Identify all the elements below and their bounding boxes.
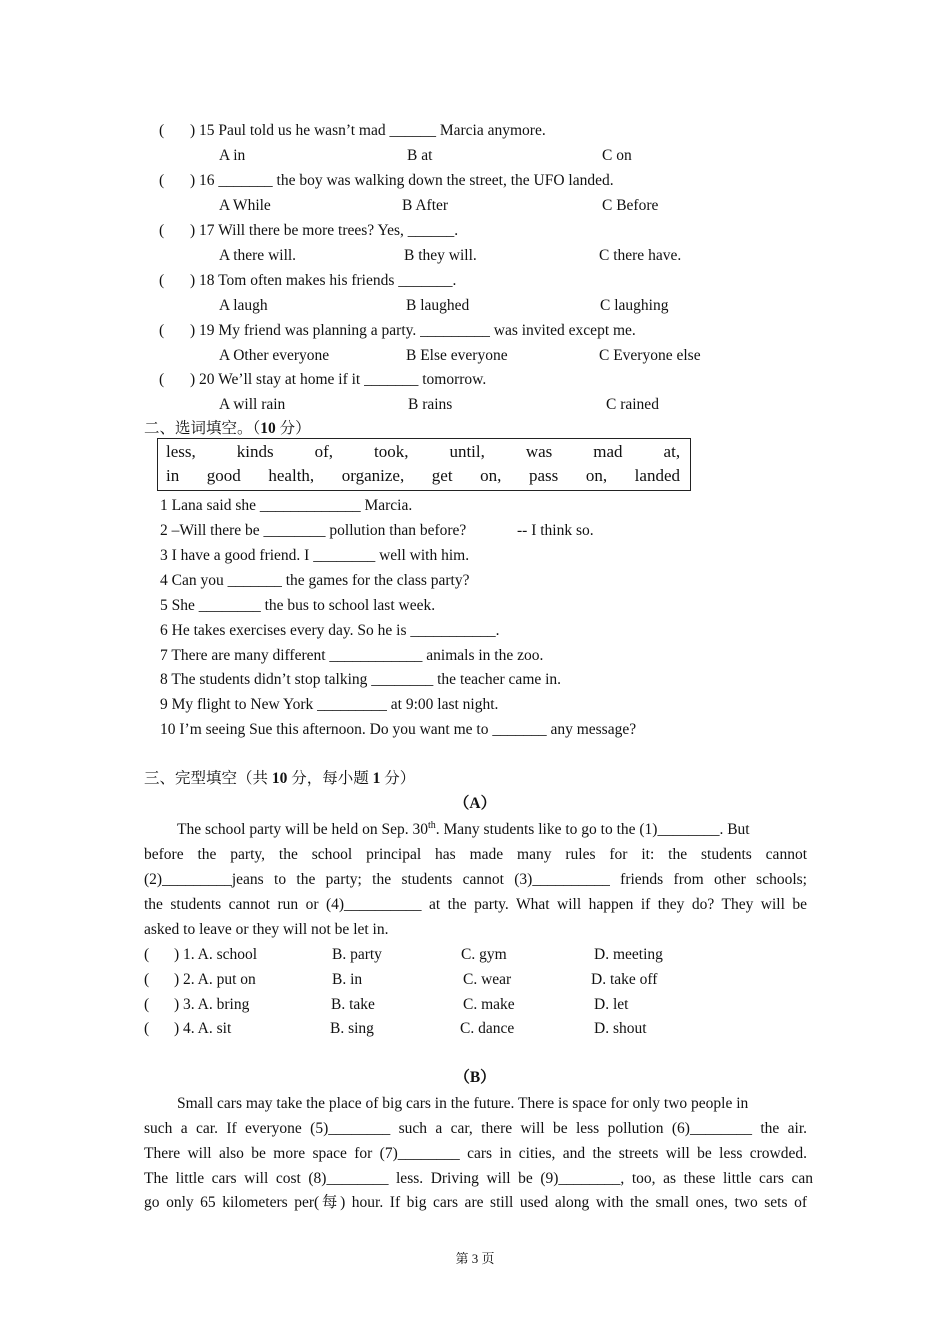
passage-b-line-5: go only 65 kilometers per(每) hour. If big cars are still used along with the small ones, two sets of — [144, 1194, 807, 1211]
word: mad — [593, 442, 623, 461]
q15-option-b: B at — [407, 147, 433, 164]
paren: ( — [159, 122, 165, 139]
word: pass on, — [528, 466, 608, 485]
word: get on, — [431, 466, 502, 485]
fill-item-1: 1 Lana said she _____________ Marcia. — [160, 497, 413, 514]
q17-option-a: A there will. — [219, 247, 297, 264]
q20-option-b: B rains — [408, 396, 453, 413]
question-16: ) 16 _______ the boy was walking down the street, the UFO landed. — [190, 172, 614, 189]
word-bank-box — [157, 438, 691, 491]
q16-option-b: B After — [402, 197, 449, 214]
question-18: ) 18 Tom often makes his friends _______. — [190, 272, 457, 289]
cloze-4-option-b: B. sing — [330, 1020, 374, 1037]
q15-option-a: A in — [219, 147, 246, 164]
q18-option-c: C laughing — [600, 297, 669, 314]
q18-option-b: B laughed — [406, 297, 470, 314]
section3-heading: 三、完型填空（共 10 分，每小题 1 分） — [144, 770, 416, 787]
fill-item-10: 10 I’m seeing Sue this afternoon. Do you want me to _______ any message? — [160, 721, 637, 738]
cloze-1-option-d: D. meeting — [594, 946, 663, 963]
fill-item-3: 3 I have a good friend. I ________ well with him. — [160, 547, 470, 564]
fill-item-8: 8 The students didn’t stop talking ________ the teacher came in. — [160, 671, 562, 688]
fill-item-7: 7 There are many different ____________ animals in the zoo. — [160, 647, 544, 664]
paren: ( — [159, 172, 165, 189]
question-19: ) 19 My friend was planning a party. _________ was invited except me. — [190, 322, 636, 339]
q19-option-b: B Else everyone — [406, 347, 508, 364]
word-bank-row-2 — [166, 465, 680, 487]
fill-item-4: 4 Can you _______ the games for the class party? — [160, 572, 470, 589]
fill-item-9: 9 My flight to New York _________ at 9:00 last night. — [160, 696, 499, 713]
passage-b-line-1: Small cars may take the place of big cars in the future. There is space for only two people in — [177, 1095, 749, 1112]
paren: ( — [144, 996, 150, 1013]
q17-option-c: C there have. — [599, 247, 682, 264]
question-20: ) 20 We’ll stay at home if it _______ tomorrow. — [190, 371, 487, 388]
cloze-3-option-a: ) 3. A. bring — [174, 996, 250, 1013]
question-17: ) 17 Will there be more trees? Yes, ______. — [190, 222, 459, 239]
fill-item-2-reply: -- I think so. — [517, 522, 594, 539]
question-15: ) 15 Paul told us he wasn’t mad ______ Marcia anymore. — [190, 122, 546, 139]
cloze-4-option-a: ) 4. A. sit — [174, 1020, 232, 1037]
cloze-2-option-c: C. wear — [463, 971, 512, 988]
passage-b-line-3: There will also be more space for (7)________ cars in cities, and the streets will be less crowded. — [144, 1145, 807, 1162]
paren: ( — [159, 371, 165, 388]
paren: ( — [144, 971, 150, 988]
passage-b-title: （B） — [454, 1069, 496, 1086]
q20-option-a: A will rain — [219, 396, 286, 413]
passage-b-line-4: The little cars will cost (8)________ less. Driving will be (9)________, too, as these little cars can — [144, 1170, 813, 1187]
cloze-2-option-d: D. take off — [591, 971, 658, 988]
passage-a-title: （A） — [453, 795, 497, 812]
passage-a-line-2: before the party, the school principal has made many rules for it: the students cannot — [144, 846, 807, 863]
passage-a-line-4: the students cannot run or (4)__________ at the party. What will happen if they do? They will be — [144, 896, 807, 913]
word: was — [525, 442, 553, 461]
word-bank-row-1 — [166, 441, 680, 463]
fill-item-5: 5 She ________ the bus to school last week. — [160, 597, 436, 614]
q20-option-c: C rained — [606, 396, 659, 413]
q18-option-a: A laugh — [219, 297, 268, 314]
passage-b-line-2: such a car. If everyone (5)________ such a car, there will be less pollution (6)________ the air. — [144, 1120, 807, 1137]
passage-a-line-5: asked to leave or they will not be let in. — [144, 921, 389, 938]
word: kinds — [236, 442, 274, 461]
paren: ( — [159, 272, 165, 289]
word: took, — [373, 442, 409, 461]
q16-option-a: A While — [219, 197, 271, 214]
word: until, — [449, 442, 485, 461]
passage-a-line-1: The school party will be held on Sep. 30th. Many students like to go to the (1)________. But — [177, 819, 750, 838]
page-number: 第 3 页 — [455, 1251, 495, 1266]
word: organize, — [341, 466, 405, 485]
section2-heading: 二、选词填空。（10 分） — [144, 420, 311, 437]
q19-option-a: A Other everyone — [219, 347, 330, 364]
fill-item-2: 2 –Will there be ________ pollution than before? — [160, 522, 467, 539]
cloze-4-option-d: D. shout — [594, 1020, 647, 1037]
word: of, — [314, 442, 333, 461]
paren: ( — [159, 222, 165, 239]
cloze-3-option-b: B. take — [331, 996, 375, 1013]
word: less, — [166, 442, 196, 461]
paren: ( — [144, 946, 150, 963]
word: in good health, — [166, 466, 315, 485]
passage-a-line-3: (2)_________jeans to the party; the students cannot (3)__________ friends from other schools; — [144, 871, 807, 888]
q16-option-c: C Before — [602, 197, 659, 214]
word: at, — [663, 442, 681, 461]
cloze-1-option-b: B. party — [332, 946, 382, 963]
q15-option-c: C on — [602, 147, 632, 164]
q19-option-c: C Everyone else — [599, 347, 701, 364]
cloze-1-option-c: C. gym — [461, 946, 507, 963]
paren: ( — [144, 1020, 150, 1037]
fill-item-6: 6 He takes exercises every day. So he is ___________. — [160, 622, 500, 639]
word: landed — [634, 466, 680, 485]
cloze-3-option-c: C. make — [463, 996, 515, 1013]
q17-option-b: B they will. — [404, 247, 477, 264]
cloze-1-option-a: ) 1. A. school — [174, 946, 258, 963]
cloze-4-option-c: C. dance — [460, 1020, 515, 1037]
cloze-2-option-a: ) 2. A. put on — [174, 971, 256, 988]
cloze-3-option-d: D. let — [594, 996, 629, 1013]
paren: ( — [159, 322, 165, 339]
cloze-2-option-b: B. in — [332, 971, 363, 988]
